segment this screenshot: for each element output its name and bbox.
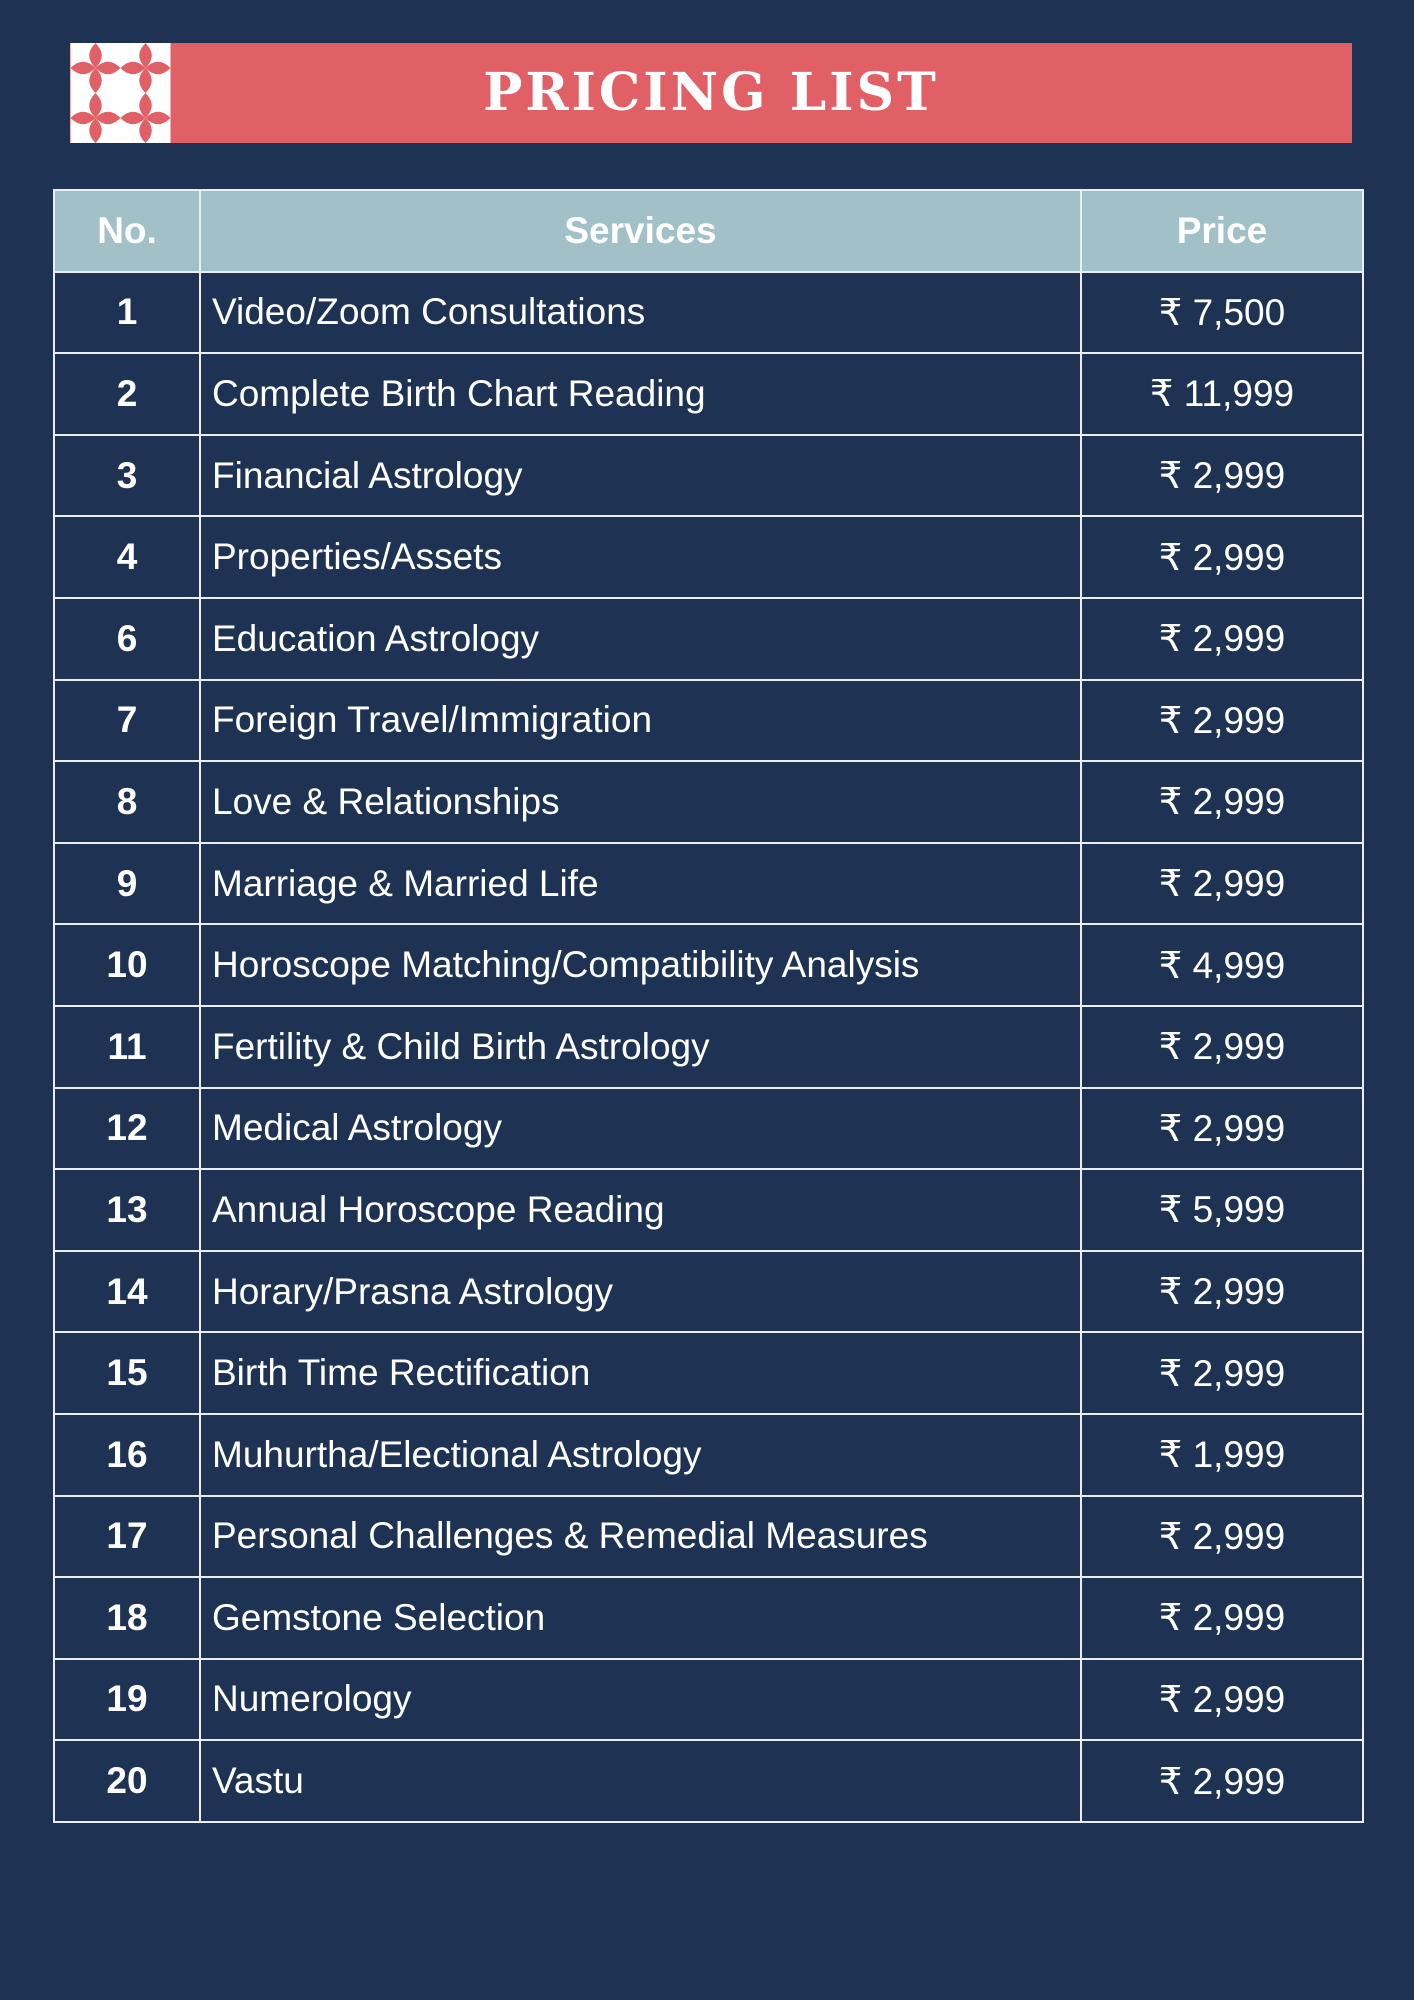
- row-number: 16: [54, 1414, 200, 1496]
- column-header-price: Price: [1081, 190, 1363, 272]
- service-price: ₹ 4,999: [1081, 924, 1363, 1006]
- row-number: 2: [54, 353, 200, 435]
- service-name: Birth Time Rectification: [200, 1332, 1081, 1414]
- table-row: [54, 843, 1363, 925]
- table-row: [54, 1332, 1363, 1414]
- table-row: [54, 1006, 1363, 1088]
- service-name: Personal Challenges & Remedial Measures: [200, 1496, 1081, 1578]
- service-price: ₹ 2,999: [1081, 598, 1363, 680]
- row-number: 15: [54, 1332, 200, 1414]
- service-price: ₹ 2,999: [1081, 1577, 1363, 1659]
- service-price: ₹ 5,999: [1081, 1169, 1363, 1251]
- row-number: 6: [54, 598, 200, 680]
- row-number: 20: [54, 1740, 200, 1822]
- service-price: ₹ 2,999: [1081, 761, 1363, 843]
- row-number: 17: [54, 1496, 200, 1578]
- row-number: 19: [54, 1659, 200, 1741]
- table-row: [54, 1169, 1363, 1251]
- service-price: ₹ 2,999: [1081, 435, 1363, 517]
- table-header-row: [54, 190, 1363, 272]
- service-price: ₹ 2,999: [1081, 1006, 1363, 1088]
- table-row: [54, 598, 1363, 680]
- service-price: ₹ 2,999: [1081, 843, 1363, 925]
- row-number: 14: [54, 1251, 200, 1333]
- table-row: [54, 1659, 1363, 1741]
- table-row: [54, 435, 1363, 517]
- column-header-services: Services: [200, 190, 1081, 272]
- service-price: ₹ 2,999: [1081, 1496, 1363, 1578]
- pricing-table: [53, 189, 1364, 1823]
- service-name: Video/Zoom Consultations: [200, 272, 1081, 354]
- service-price: ₹ 2,999: [1081, 1251, 1363, 1333]
- service-name: Muhurtha/Electional Astrology: [200, 1414, 1081, 1496]
- table-row: [54, 680, 1363, 762]
- service-price: ₹ 2,999: [1081, 1088, 1363, 1170]
- service-name: Gemstone Selection: [200, 1577, 1081, 1659]
- table-row: [54, 1740, 1363, 1822]
- row-number: 12: [54, 1088, 200, 1170]
- service-name: Horoscope Matching/Compatibility Analysis: [200, 924, 1081, 1006]
- table-row: [54, 1088, 1363, 1170]
- row-number: 8: [54, 761, 200, 843]
- service-name: Fertility & Child Birth Astrology: [200, 1006, 1081, 1088]
- table-row: [54, 761, 1363, 843]
- page-title: PRICING LIST: [483, 62, 939, 123]
- service-name: Annual Horoscope Reading: [200, 1169, 1081, 1251]
- service-name: Financial Astrology: [200, 435, 1081, 517]
- title-banner: [70, 43, 1352, 143]
- service-price: ₹ 2,999: [1081, 1332, 1363, 1414]
- table-row: [54, 353, 1363, 435]
- row-number: 13: [54, 1169, 200, 1251]
- table-row: [54, 272, 1363, 354]
- row-number: 18: [54, 1577, 200, 1659]
- row-number: 10: [54, 924, 200, 1006]
- row-number: 1: [54, 272, 200, 354]
- row-number: 4: [54, 516, 200, 598]
- table-row: [54, 1414, 1363, 1496]
- service-name: Marriage & Married Life: [200, 843, 1081, 925]
- service-price: ₹ 2,999: [1081, 1740, 1363, 1822]
- service-name: Education Astrology: [200, 598, 1081, 680]
- table-row: [54, 1251, 1363, 1333]
- service-name: Medical Astrology: [200, 1088, 1081, 1170]
- service-price: ₹ 2,999: [1081, 680, 1363, 762]
- table-row: [54, 516, 1363, 598]
- row-number: 7: [54, 680, 200, 762]
- service-price: ₹ 2,999: [1081, 1659, 1363, 1741]
- table-row: [54, 1577, 1363, 1659]
- service-name: Complete Birth Chart Reading: [200, 353, 1081, 435]
- table-row: [54, 924, 1363, 1006]
- service-name: Horary/Prasna Astrology: [200, 1251, 1081, 1333]
- service-price: ₹ 2,999: [1081, 516, 1363, 598]
- service-price: ₹ 7,500: [1081, 272, 1363, 354]
- column-header-no: No.: [54, 190, 200, 272]
- service-name: Numerology: [200, 1659, 1081, 1741]
- service-name: Love & Relationships: [200, 761, 1081, 843]
- row-number: 9: [54, 843, 200, 925]
- service-name: Vastu: [200, 1740, 1081, 1822]
- service-price: ₹ 1,999: [1081, 1414, 1363, 1496]
- service-name: Foreign Travel/Immigration: [200, 680, 1081, 762]
- service-name: Properties/Assets: [200, 516, 1081, 598]
- row-number: 3: [54, 435, 200, 517]
- service-price: ₹ 11,999: [1081, 353, 1363, 435]
- row-number: 11: [54, 1006, 200, 1088]
- table-row: [54, 1496, 1363, 1578]
